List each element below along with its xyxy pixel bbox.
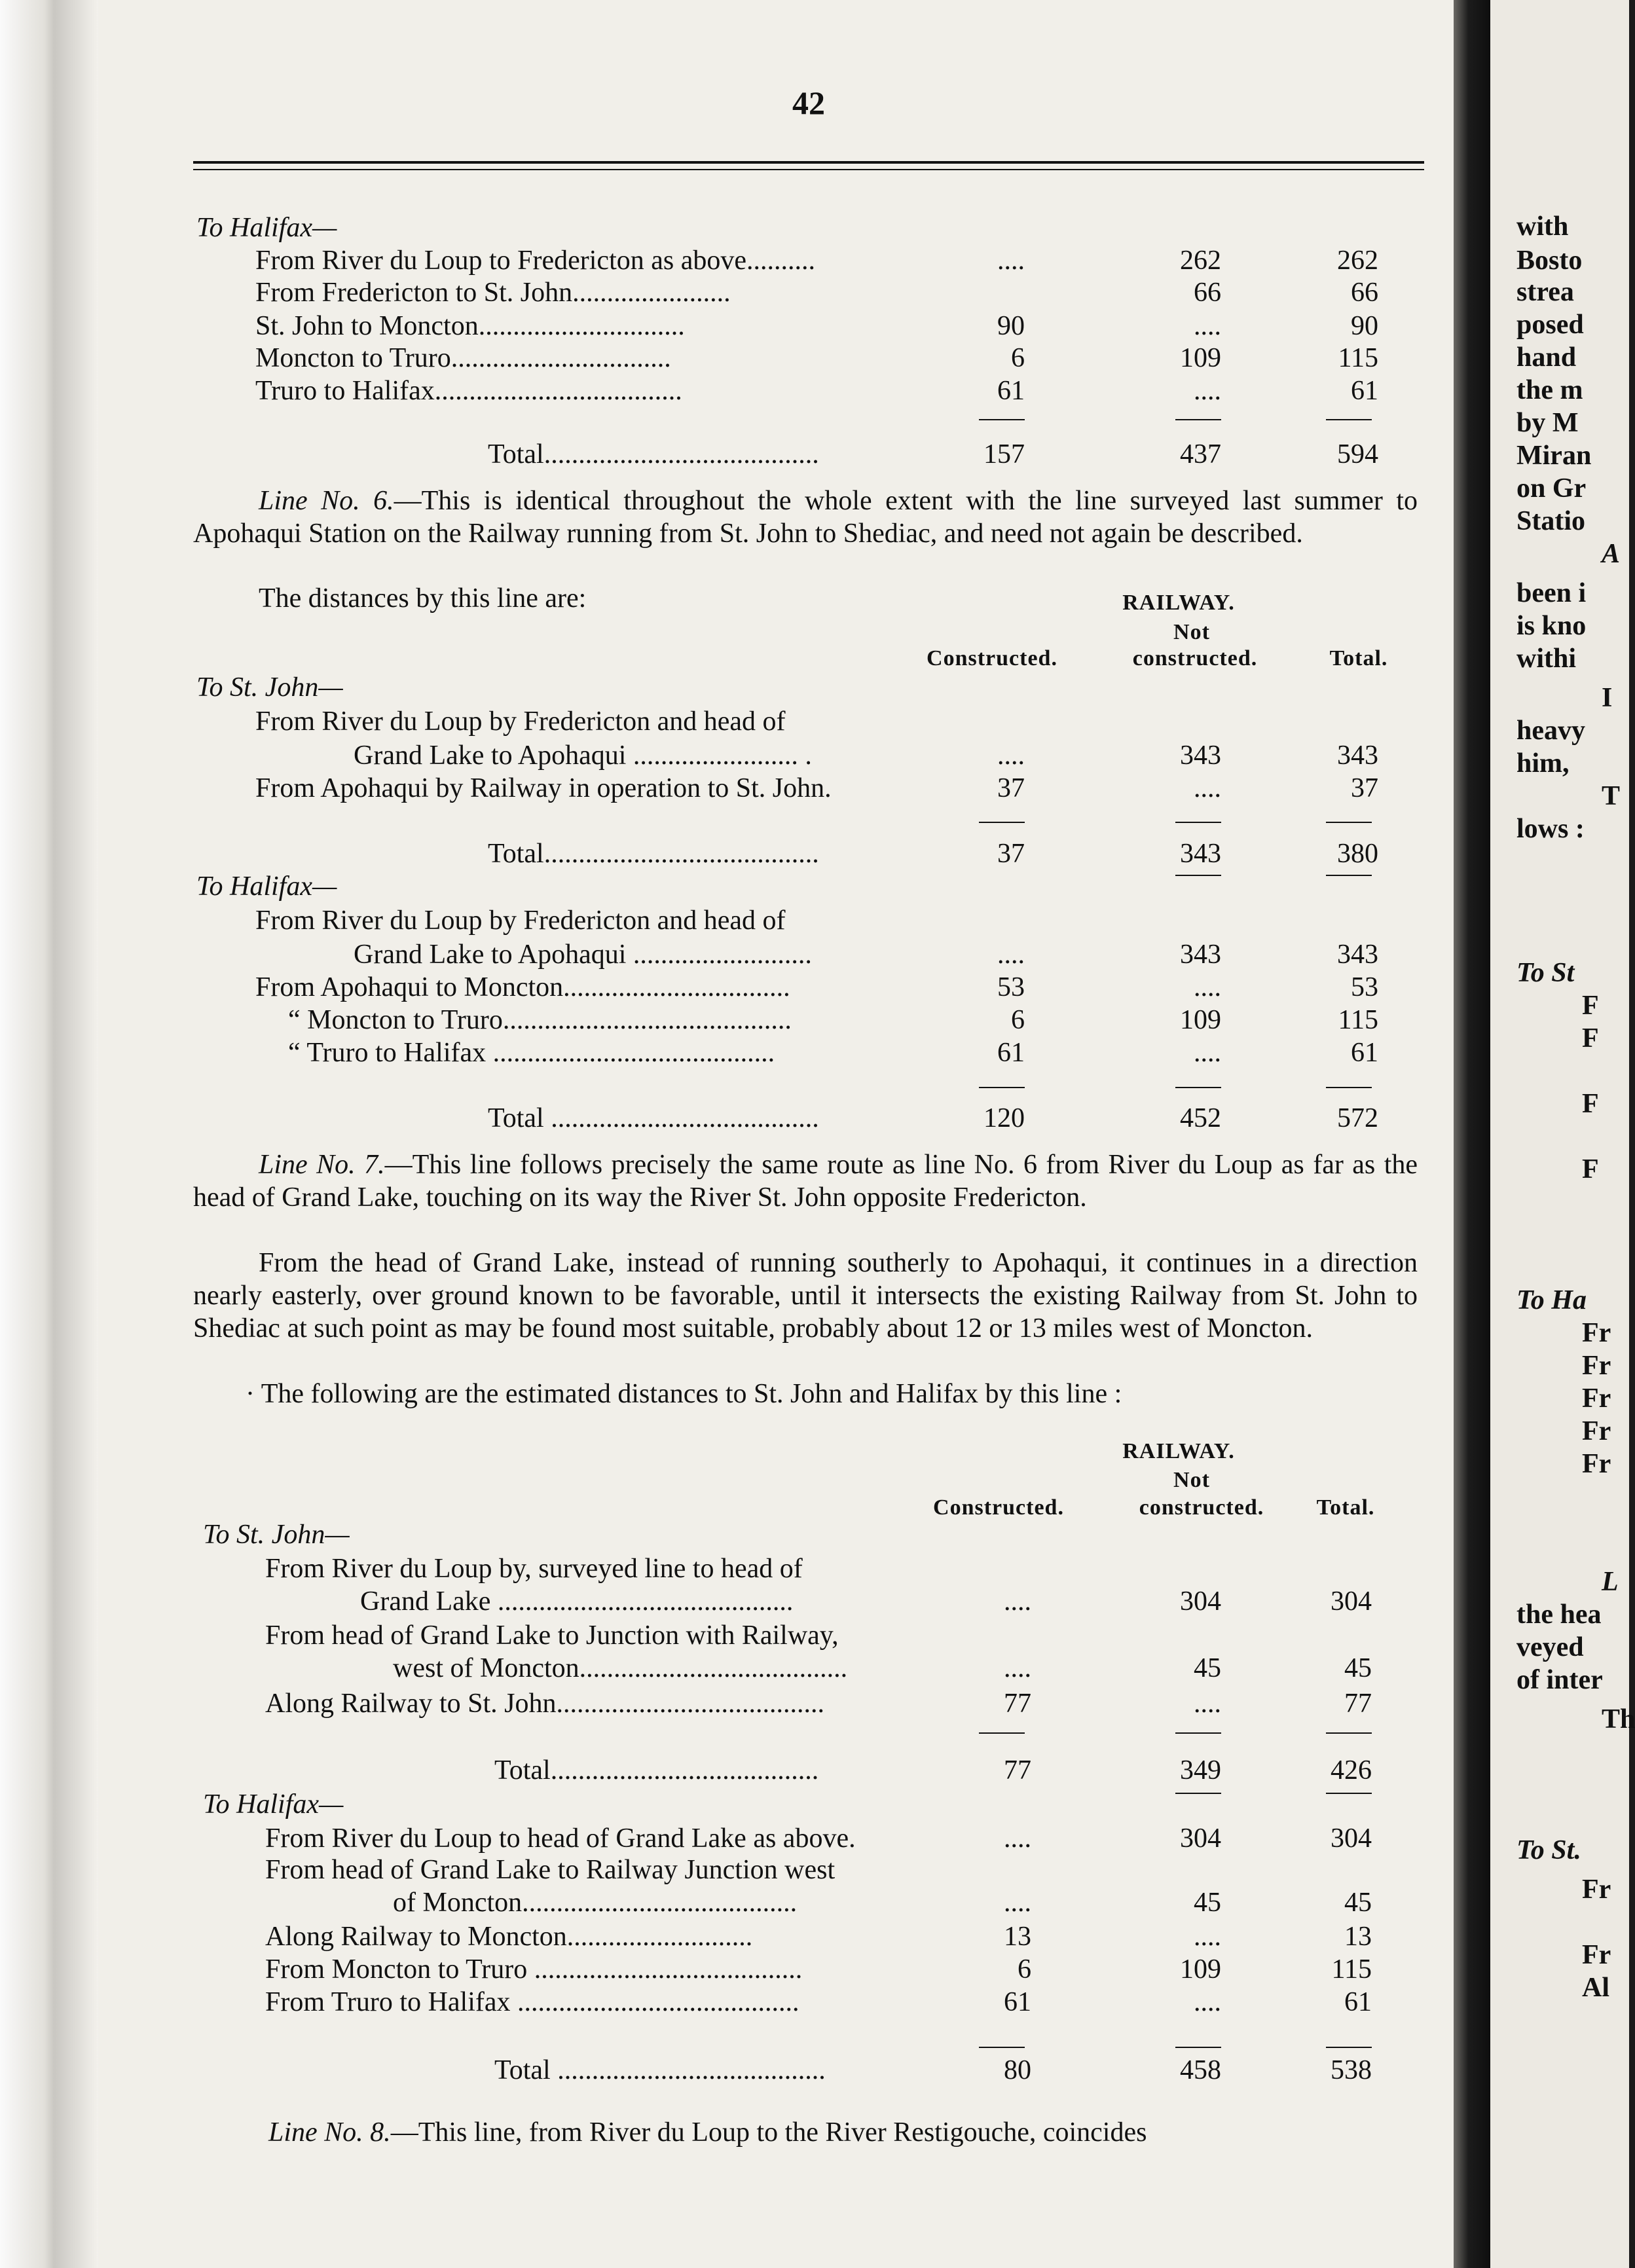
- total-not-constructed: 343: [1180, 839, 1221, 869]
- total-constructed: 77: [1004, 1755, 1031, 1785]
- row-not-constructed: 343: [1180, 741, 1221, 771]
- facing-page-fragment: with: [1516, 211, 1569, 242]
- row-not-constructed: ....: [1194, 972, 1221, 1002]
- row-constructed: 61: [997, 1038, 1025, 1068]
- row-label: Truro to Halifax....................................: [255, 376, 682, 406]
- row-not-constructed: 304: [1180, 1586, 1221, 1617]
- sum-rule: [1326, 2047, 1372, 2048]
- total-label: Total.......................................: [494, 1755, 819, 1785]
- row-total: 343: [1337, 940, 1378, 970]
- row-label: From River du Loup by Fredericton and head of: [255, 905, 786, 936]
- total-total: 426: [1331, 1755, 1372, 1785]
- row-label: of Moncton........................................: [393, 1888, 798, 1918]
- section-heading: To Halifax—: [196, 213, 337, 243]
- total-constructed: 120: [983, 1103, 1025, 1133]
- total-not-constructed: 349: [1180, 1755, 1221, 1785]
- facing-page-fragment: Bosto: [1516, 246, 1583, 276]
- row-label: From head of Grand Lake to Junction with Railway,: [265, 1620, 839, 1651]
- sum-rule: [1326, 1732, 1372, 1734]
- facing-page-fragment: Fr: [1582, 1383, 1611, 1414]
- row-constructed: 6: [1018, 1954, 1031, 1985]
- sum-rule: [1326, 1087, 1372, 1088]
- line-heading: Line No. 7.: [259, 1150, 385, 1180]
- page-body: [193, 0, 1424, 2268]
- sum-rule: [979, 2047, 1025, 2048]
- header-not-constructed: constructed.: [1132, 646, 1258, 670]
- row-constructed: 77: [1004, 1689, 1031, 1719]
- row-total: 115: [1331, 1954, 1372, 1985]
- total-label: Total .......................................: [488, 1103, 819, 1133]
- row-constructed: 61: [1004, 1987, 1031, 2017]
- paragraph: [193, 1148, 1418, 1214]
- total-not-constructed: 458: [1180, 2055, 1221, 2085]
- line-heading: Line No. 8.: [268, 2117, 391, 2148]
- facing-page-fragment: Fr: [1582, 1449, 1611, 1479]
- section-heading: To St. John—: [196, 672, 343, 703]
- row-constructed: 61: [997, 376, 1025, 406]
- row-label: Moncton to Truro................................: [255, 343, 671, 373]
- row-label: From River du Loup by, surveyed line to head of: [265, 1554, 803, 1584]
- total-total: 380: [1337, 839, 1378, 869]
- sum-rule: [1326, 875, 1372, 876]
- row-not-constructed: ....: [1194, 311, 1221, 341]
- row-label: Grand Lake ...........................................: [360, 1586, 794, 1617]
- header-constructed: Constructed.: [933, 1495, 1064, 1520]
- header-railway: RAILWAY.: [1122, 1439, 1235, 1463]
- total-total: 572: [1337, 1103, 1378, 1133]
- row-constructed: 90: [997, 311, 1025, 341]
- facing-page-fragment: Fr: [1582, 1940, 1611, 1970]
- facing-page-fragment: him,: [1516, 748, 1570, 778]
- header-railway: RAILWAY.: [1122, 591, 1235, 615]
- facing-page-fragment: F: [1582, 1154, 1599, 1184]
- row-not-constructed: ....: [1194, 376, 1221, 406]
- total-not-constructed: 437: [1180, 439, 1221, 469]
- row-not-constructed: ....: [1194, 1987, 1221, 2017]
- row-constructed: ....: [1004, 1888, 1031, 1918]
- sum-rule: [979, 1732, 1025, 1734]
- facing-page-fragment: Al: [1582, 1973, 1609, 2003]
- row-total: 45: [1344, 1653, 1372, 1683]
- facing-page-fragment: Fr: [1582, 1875, 1611, 1905]
- intro-text: The distances by this line are:: [259, 583, 587, 613]
- total-constructed: 80: [1004, 2055, 1031, 2085]
- row-not-constructed: 66: [1194, 278, 1221, 308]
- sum-rule: [1175, 1732, 1221, 1734]
- row-not-constructed: 45: [1194, 1888, 1221, 1918]
- row-label: From Fredericton to St. John.......................: [255, 278, 731, 308]
- row-label: From Apohaqui by Railway in operation to St. John.: [255, 773, 832, 803]
- total-label: Total........................................: [488, 439, 819, 469]
- facing-page: [1490, 0, 1635, 2268]
- row-label: Grand Lake to Apohaqui ..........................: [354, 940, 812, 970]
- section-heading: To Halifax—: [196, 871, 337, 902]
- row-label: From Moncton to Truro .......................................: [265, 1954, 803, 1985]
- row-label: “ Truro to Halifax .........................................: [288, 1038, 775, 1068]
- row-total: 66: [1351, 278, 1378, 308]
- sum-rule: [979, 822, 1025, 823]
- facing-page-fragment: on Gr: [1516, 473, 1587, 503]
- row-constructed: 13: [1004, 1922, 1031, 1952]
- row-total: 115: [1338, 343, 1378, 373]
- header-not-constructed: constructed.: [1139, 1495, 1264, 1520]
- facing-page-fragment: the m: [1516, 375, 1583, 405]
- facing-page-fragment: of inter: [1516, 1665, 1603, 1695]
- paragraph: [193, 2116, 1418, 2149]
- row-constructed: ....: [997, 741, 1025, 771]
- section-heading: To St. John—: [203, 1520, 350, 1550]
- paragraph: · The following are the estimated distances to St. John and Halifax by this line :: [246, 1379, 1122, 1409]
- row-constructed: ....: [1004, 1653, 1031, 1683]
- total-label: Total .......................................: [494, 2055, 826, 2085]
- header-rule: [193, 161, 1424, 164]
- row-total: 262: [1337, 246, 1378, 276]
- facing-page-fragment: I: [1602, 683, 1613, 713]
- row-label: Grand Lake to Apohaqui ........................ .: [354, 741, 812, 771]
- sum-rule: [1175, 419, 1221, 420]
- page-number: 42: [792, 84, 825, 121]
- total-total: 538: [1331, 2055, 1372, 2085]
- row-not-constructed: 109: [1180, 343, 1221, 373]
- facing-page-fragment: is kno: [1516, 611, 1587, 641]
- paragraph-text: —This line, from River du Loup to the River Restigouche, coincides: [390, 2117, 1147, 2148]
- row-total: 77: [1344, 1689, 1372, 1719]
- row-label: Along Railway to St. John.......................................: [265, 1689, 825, 1719]
- facing-page-fragment: withi: [1516, 644, 1577, 674]
- total-label: Total........................................: [488, 839, 819, 869]
- facing-page-fragment: F: [1582, 991, 1599, 1021]
- row-constructed: 6: [1011, 343, 1025, 373]
- row-total: 304: [1331, 1586, 1372, 1617]
- row-total: 304: [1331, 1823, 1372, 1854]
- sum-rule: [1175, 1087, 1221, 1088]
- row-label: west of Moncton.......................................: [393, 1653, 848, 1683]
- row-total: 343: [1337, 741, 1378, 771]
- sum-rule: [1175, 822, 1221, 823]
- header-constructed: Constructed.: [927, 646, 1057, 670]
- facing-page-fragment: posed: [1516, 310, 1584, 340]
- header-not: Not: [1173, 620, 1210, 644]
- sum-rule: [1175, 1793, 1221, 1794]
- row-total: 37: [1351, 773, 1378, 803]
- total-total: 594: [1337, 439, 1378, 469]
- facing-page-fragment: L: [1602, 1567, 1619, 1597]
- row-not-constructed: ....: [1194, 1689, 1221, 1719]
- total-not-constructed: 452: [1180, 1103, 1221, 1133]
- facing-page-fragment: veyed: [1516, 1632, 1584, 1662]
- row-not-constructed: 45: [1194, 1653, 1221, 1683]
- row-not-constructed: 109: [1180, 1954, 1221, 1985]
- facing-page-fragment: Miran: [1516, 441, 1592, 471]
- row-total: 61: [1344, 1987, 1372, 2017]
- facing-page-fragment: A: [1602, 539, 1621, 569]
- sum-rule: [1326, 419, 1372, 420]
- sum-rule: [1175, 2047, 1221, 2048]
- row-not-constructed: ....: [1194, 773, 1221, 803]
- row-label: From Apohaqui to Moncton.................................: [255, 972, 790, 1002]
- facing-page-fragment: Fr: [1582, 1351, 1611, 1381]
- row-constructed: ....: [1004, 1586, 1031, 1617]
- row-not-constructed: ....: [1194, 1922, 1221, 1952]
- facing-page-fragment: To St.: [1516, 1835, 1581, 1865]
- facing-page-fragment: To St: [1516, 958, 1575, 988]
- facing-page-fragment: Fr: [1582, 1416, 1611, 1446]
- facing-page-fragment: Statio: [1516, 506, 1585, 536]
- row-total: 61: [1351, 1038, 1378, 1068]
- row-label: St. John to Moncton..............................: [255, 311, 685, 341]
- row-constructed: 37: [997, 773, 1025, 803]
- facing-page-fragment: lows :: [1516, 814, 1585, 844]
- row-total: 13: [1344, 1922, 1372, 1952]
- facing-page-fragment: heavy: [1516, 716, 1585, 746]
- row-constructed: 53: [997, 972, 1025, 1002]
- row-label: From head of Grand Lake to Railway Junction west: [265, 1855, 836, 1885]
- facing-page-fragment: by M: [1516, 408, 1579, 438]
- header-not: Not: [1173, 1468, 1210, 1492]
- row-not-constructed: 304: [1180, 1823, 1221, 1854]
- facing-page-fragment: the hea: [1516, 1600, 1602, 1630]
- row-label: Along Railway to Moncton...........................: [265, 1922, 753, 1952]
- row-constructed: 6: [1011, 1005, 1025, 1035]
- row-total: 53: [1351, 972, 1378, 1002]
- sum-rule: [1326, 822, 1372, 823]
- paragraph: From the head of Grand Lake, instead of running southerly to Apohaqui, it continues in a direction nearly easterly, over ground known to be favorable, until it intersects the existing Railway from St. John to Shediac at such point as may be found most suitable, probably about 12 or 13 miles west of Moncton.: [193, 1248, 1418, 1344]
- row-not-constructed: 109: [1180, 1005, 1221, 1035]
- facing-page-fragment: Fr: [1582, 1318, 1611, 1348]
- row-label: “ Moncton to Truro..........................................: [288, 1005, 792, 1035]
- row-constructed: ....: [997, 940, 1025, 970]
- row-total: 61: [1351, 376, 1378, 406]
- facing-page-fragment: strea: [1516, 277, 1574, 307]
- row-constructed: ....: [997, 246, 1025, 276]
- line-heading: Line No. 6.: [259, 486, 394, 516]
- facing-page-fragment: F: [1582, 1089, 1599, 1119]
- sum-rule: [1175, 875, 1221, 876]
- row-not-constructed: ....: [1194, 1038, 1221, 1068]
- header-rule-thin: [193, 169, 1424, 170]
- facing-page-fragment: T: [1602, 781, 1621, 811]
- row-total: 45: [1344, 1888, 1372, 1918]
- total-constructed: 37: [997, 839, 1025, 869]
- paragraph-text: —This is identical throughout the whole extent with the line surveyed last summer to Apohaqui Station on the Railway running from St. John to Shediac, and need not again be described.: [193, 486, 1418, 549]
- sum-rule: [979, 419, 1025, 420]
- row-total: 90: [1351, 311, 1378, 341]
- book-left-edge: [0, 0, 98, 2268]
- row-not-constructed: 262: [1180, 246, 1221, 276]
- sum-rule: [979, 1087, 1025, 1088]
- paragraph-text: —This line follows precisely the same route as line No. 6 from River du Loup as far as the head of Grand Lake, touching on its way the River St. John opposite Fredericton.: [193, 1150, 1418, 1213]
- row-label: From River du Loup by Fredericton and head of: [255, 706, 786, 737]
- header-total: Total.: [1329, 646, 1388, 670]
- section-heading: To Halifax—: [203, 1789, 344, 1820]
- row-label: From Truro to Halifax .........................................: [265, 1987, 799, 2017]
- row-constructed: ....: [1004, 1823, 1031, 1854]
- facing-page-fragment: Th: [1602, 1704, 1635, 1734]
- row-total: 115: [1338, 1005, 1378, 1035]
- row-label: From River du Loup to head of Grand Lake as above.: [265, 1823, 856, 1854]
- facing-page-fragment: hand: [1516, 342, 1577, 373]
- header-total: Total.: [1316, 1495, 1375, 1520]
- sum-rule: [1326, 1793, 1372, 1794]
- book-gutter: [1454, 0, 1490, 2268]
- facing-page-fragment: been i: [1516, 578, 1587, 608]
- facing-page-fragment: F: [1582, 1023, 1599, 1053]
- total-constructed: 157: [983, 439, 1025, 469]
- row-not-constructed: 343: [1180, 940, 1221, 970]
- row-label: From River du Loup to Fredericton as above..........: [255, 246, 816, 276]
- facing-page-fragment: To Ha: [1516, 1285, 1587, 1315]
- paragraph: [193, 485, 1418, 550]
